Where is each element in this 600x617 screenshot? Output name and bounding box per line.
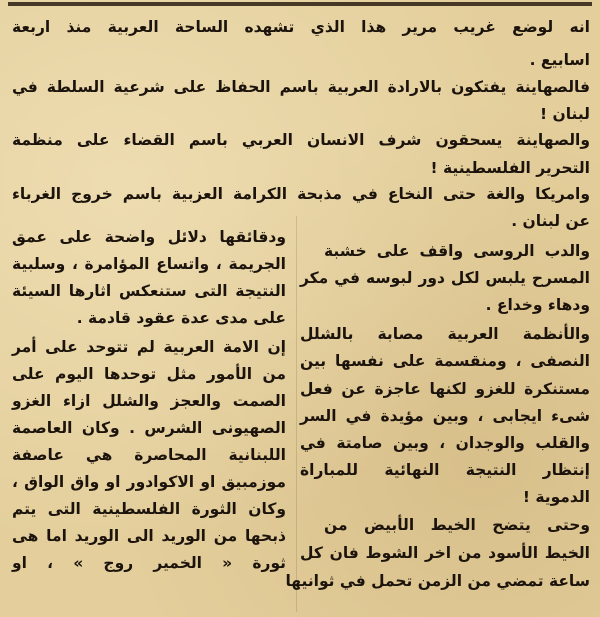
right-col-line-5: النصفى ، ومنقسمة على نفسها بين	[300, 352, 590, 370]
right-col-line-6: مستنكرة للغزو لكنها عاجزة عن فعل	[300, 380, 590, 398]
column-divider	[296, 216, 297, 612]
right-col-line-9: إنتظار النتيجة النهائية للمباراة	[300, 461, 590, 479]
right-col-line-2: المسرح يلبس لكل دور لبوسه في مكر	[300, 269, 590, 287]
top-line-8: عن لبنان .	[511, 212, 590, 230]
top-line-4: لبنان !	[540, 105, 590, 123]
left-col-line-6: من الأمور مثل توحدها اليوم على	[12, 365, 286, 383]
left-col-line-2: الجريمة ، واتساع المؤامرة ، وسلبية	[12, 255, 286, 273]
right-col-line-4: والأنظمة العربية مصابة بالشلل	[300, 325, 590, 343]
right-col-line-12: الخيط الأسود من اخر الشوط فان كل	[300, 544, 590, 562]
left-col-line-12: ذبحها من الوريد الى الوريد اما هى	[12, 527, 286, 545]
left-col-line-1: ودقائقها دلائل واضحة على عمق	[12, 228, 286, 246]
right-col-line-1: والدب الروسى واقف على خشبة	[324, 242, 590, 260]
left-col-line-11: وكان الثورة الفلسطينية التى يتم	[12, 500, 286, 518]
left-col-line-3: النتيجة التى ستنعكس اثارها السيئة	[12, 282, 286, 300]
right-col-line-3: ودهاء وخداع .	[485, 296, 590, 314]
left-col-line-10: موزمبيق او الاكوادور او واق الواق ،	[12, 473, 286, 491]
top-line-3: فالصهاينة يفتكون بالارادة العربية باسم الحفاظ على شرعية السلطة في	[12, 78, 590, 96]
left-col-line-8: الصهيونى الشرس . وكان العاصمة	[12, 419, 286, 437]
left-col-line-9: اللبنانية المحاصرة هي عاصفة	[12, 446, 286, 464]
top-line-5: والصهاينة يسحقون شرف الانسان العربي باسم القضاء على منظمة	[12, 131, 590, 149]
top-line-7: وامريكا والغة حتى النخاع في مذبحة الكرامة العزبية باسم خروج الغرباء	[12, 185, 590, 203]
right-col-line-11: وحتى يتضح الخيط الأبيض من	[324, 516, 590, 534]
right-col-line-8: والقلب والوجدان ، وبين صامتة في	[300, 434, 590, 452]
top-line-1: انه لوضع غريب مرير هذا الذي تشهده الساحة العربية منذ اربعة	[12, 18, 590, 36]
top-line-2: اسابيع .	[529, 51, 590, 69]
top-rule	[8, 2, 592, 6]
left-col-line-13: ثورة « الخمير روج » ، او	[12, 554, 286, 572]
right-col-line-10: الدموية !	[522, 488, 590, 506]
left-col-line-4: على مدى عدة عقود قادمة .	[76, 309, 286, 327]
right-col-line-13: ساعة تمضي من الزمن تحمل في ثوانيها	[285, 572, 590, 590]
left-col-line-5: إن الامة العربية لم تتوحد على أمر	[12, 338, 286, 356]
right-col-line-7: شىء ايجابى ، وبين مؤيدة في السر	[300, 407, 590, 425]
top-line-6: التحرير الفلسطينية !	[430, 159, 590, 177]
left-col-line-7: الصمت والعجز والشلل ازاء الغزو	[12, 392, 286, 410]
